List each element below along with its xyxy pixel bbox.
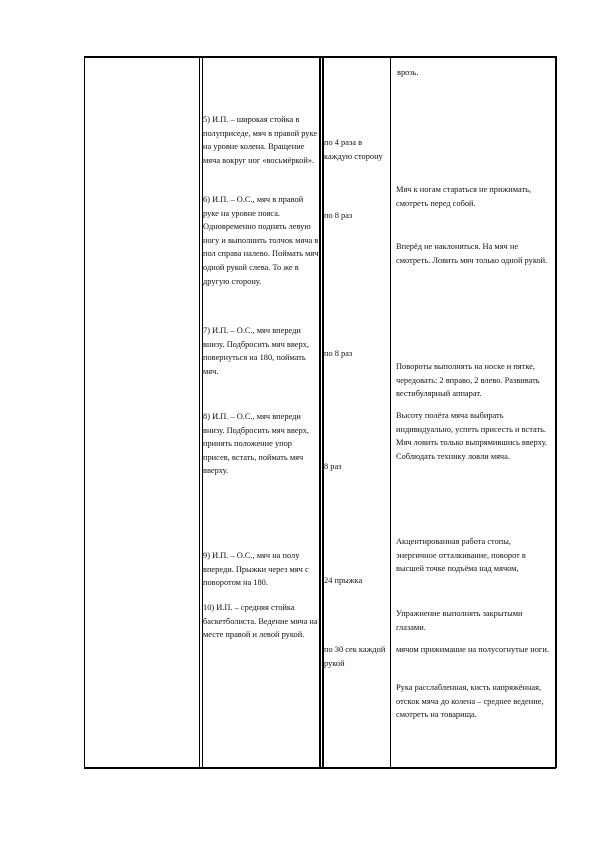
dosage-10: по 30 сек каждой рукой bbox=[324, 645, 386, 668]
exercise-8: 8) И.П. – О.С., мяч впереди внизу. Подбросить мяч вверх, принять положение упор присев, встать, поймать мяч вверху. bbox=[203, 412, 309, 476]
notes-7: Повороты выполнять на носке и пятке, чередовать: 2 вправо, 2 влево. Развивать вестибулярный аппарат. bbox=[396, 362, 540, 399]
exercise-10: 10) И.П. – средняя стойка баскетболиста. Ведение мяча на месте правой и левой рукой. bbox=[203, 603, 318, 640]
notes-8: Высоту полёта мяча выбирать индивидуально, успеть присесть и встать. Мяч ловить только выпрямившись вверху. Соблюдать технику ловли мяча. bbox=[396, 411, 548, 461]
dosage-6: по 8 раз bbox=[324, 211, 353, 220]
exercise-6: 6) И.П. – О.С., мяч в правой руке на уровне пояса. Одновременно поднять левую ногу и выполнить толчок мяча в пол справа налево. Поймать мяч одной рукой слева. То же в другую сторону. bbox=[203, 195, 319, 286]
exercise-9: 9) И.П. – О.С., мяч на полу впереди. Прыжки через мяч с поворотом на 180. bbox=[203, 551, 309, 588]
exercise-7: 7) И.П. – О.С., мяч впереди внизу. Подбросить мяч вверх, повернуться на 180, поймать мяч. bbox=[203, 326, 309, 376]
notes-6: Вперёд не наклоняться. На мяч не смотреть. Ловить мяч только одной рукой. bbox=[396, 242, 548, 265]
dosage-9: 24 прыжка bbox=[324, 576, 363, 585]
dosage-5: по 4 раза в каждую сторону bbox=[324, 138, 383, 161]
extra-note-2: Рука расслабленная, кисть напряжённая, отскок мяча до колена – среднее ведение, смотреть на товарища. bbox=[396, 683, 544, 720]
dosage-7: по 8 раз bbox=[324, 349, 353, 358]
column-divider-3 bbox=[390, 56, 392, 768]
table-right-border bbox=[555, 56, 557, 768]
notes-continuation: врозь. bbox=[397, 68, 419, 77]
notes-10: Упражнение выполнять закрытыми глазами. bbox=[396, 609, 523, 632]
column-divider-2 bbox=[319, 56, 321, 768]
exercise-5: 5) И.П. – широкая стойка в полуприседе, мяч в правой руке на уровне колена. Вращение мяча вокруг ног «восьмёркой». bbox=[203, 115, 318, 165]
table-left-border bbox=[84, 56, 86, 768]
extra-note-1: мячом прижимание на полусогнутые ноги. bbox=[396, 645, 549, 654]
dosage-8: 8 раз bbox=[324, 462, 342, 471]
notes-9: Акцентированная работа стопы, энергичное отталкивание, поворот в высшей точке подъёма над мячом, bbox=[396, 537, 526, 574]
notes-5: Мяч к ногам стараться не прижимать, смотреть перед собой. bbox=[396, 185, 532, 208]
column-divider-1 bbox=[199, 56, 201, 768]
